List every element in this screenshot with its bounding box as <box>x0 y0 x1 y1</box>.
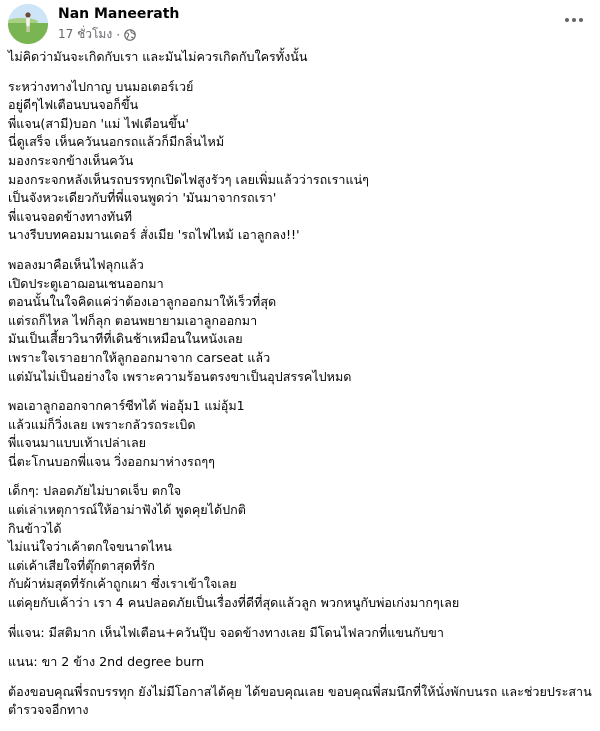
post-body <box>8 48 592 731</box>
post-text-line: ไม่แน่ใจว่าเค้าตกใจขนาดไหน <box>8 539 172 555</box>
post-time[interactable]: 17 ชั่วโมง <box>58 27 113 41</box>
post-text-line: นางรีบบทคอมมานเดอร์ สั่งเมีย 'รถไฟไหม้ เอาลูกลง!!' <box>8 227 300 243</box>
post-text-line: มองกระจกหลังเห็นรถบรรทุกเปิดไฟสูงรัวๆ เลยเพิ่มแล้วว่ารถเราแน่ๆ <box>8 171 369 187</box>
post-text-line: มันเป็นเสี้ยววินาทีที่เดินช้าเหมือนในหนังเลย <box>8 331 243 347</box>
post-paragraph <box>8 256 592 386</box>
post-text-line: ระหว่างทางไปกาญ บนมอเตอร์เวย์ <box>8 78 194 94</box>
more-dot <box>565 18 569 22</box>
more-dot <box>579 18 583 22</box>
post-text-line: กับผ้าห่มสุดที่รักเค้าถูกเผา ซึ่งเราเข้าใจเลย <box>8 576 237 592</box>
post-paragraph <box>8 624 592 643</box>
post-text-line: แต่รถก็ไหล ไฟก็ลุก ตอนพยายามเอาลูกออกมา <box>8 312 258 328</box>
post-text-line: กินข้าวได้ <box>8 520 62 536</box>
post-text-line: ตอนนั้นในใจคิดแค่ว่าต้องเอาลูกออกมาให้เร็วที่สุด <box>8 294 277 310</box>
post-text-line: แต่เค้าเสียใจที่ตุ๊กตาสุดที่รัก <box>8 557 155 573</box>
post-paragraph <box>8 482 592 612</box>
meta-separator: · <box>116 27 121 42</box>
post-text-line: พอเอาลูกออกจากคาร์ซีทได้ พ่ออุ้ม1 แม่อุ้ม1 <box>8 398 245 414</box>
post-text-line: เปิดประตูเอาฌอนเชนออกมา <box>8 275 164 291</box>
post-paragraph <box>8 78 592 245</box>
more-options-icon[interactable] <box>560 10 588 30</box>
post-text-line: เป็นจังหวะเดียวกับที่พี่แจนพูดว่า 'มันมาจากรถเรา' <box>8 190 277 206</box>
post-paragraph <box>8 653 592 672</box>
post-text-line: พี่แจน(สามี)บอก 'แม่ ไฟเตือนขึ้น' <box>8 115 189 131</box>
post-text-line: พอลงมาคือเห็นไฟลุกแล้ว <box>8 256 144 272</box>
globe-icon <box>124 29 136 41</box>
post-text-line: เพราะใจเราอยากให้ลูกออกมาจาก carseat แล้ว <box>8 349 271 365</box>
post-text-line: แต่เล่าเหตุการณ์ให้อาม่าฟังได้ พูดคุยได้ปกติ <box>8 502 246 518</box>
post-text-line: แต่คุยกับเค้าว่า เรา 4 คนปลอดภัยเป็นเรื่องที่ดีที่สุดแล้วลูก พวกหนูกับพ่อเก่งมากๆเลย <box>8 595 460 611</box>
post-text-line: พี่แจนมาแบบเท้าเปล่าเลย <box>8 435 147 451</box>
post-header <box>8 4 592 44</box>
post-text-line: ตำรวจจอีกทาง <box>8 702 89 718</box>
post-text-line: นี่ตะโกนบอกพี่แจน วิ่งออกมาห่างรถๆๆ <box>8 453 215 469</box>
post-paragraph <box>8 397 592 471</box>
post-meta <box>58 25 136 44</box>
post-text-line: แล้วแม่ก็วิ่งเลย เพราะกลัวรถระเบิด <box>8 416 196 432</box>
post-text-line: นี่ดูเสร็จ เห็นควันนอกรถแล้วก็มีกลิ่นไหม้ <box>8 134 225 150</box>
avatar-photo <box>8 4 48 44</box>
avatar[interactable] <box>8 4 48 44</box>
more-dot <box>572 18 576 22</box>
post-text-line: ต้องขอบคุณพี่รถบรรทุก ยังไม่มีโอกาสได้คุย ได้ขอบคุณเลย ขอบคุณพี่สมนึกที่ให้นั่งพักบนรถ และช่วยประสาน <box>8 683 592 699</box>
post-text-line: พี่แจนจอดข้างทางทันที <box>8 208 133 224</box>
post-text-line: แต่มันไม่เป็นอย่างใจ เพราะความร้อนตรงขาเป็นอุปสรรคไปหมด <box>8 368 352 384</box>
post-text-line: แนน: ขา 2 ข้าง 2nd degree burn <box>8 654 205 670</box>
post-text-line: อยู่ดีๆไฟเตือนบนจอก็ขึ้น <box>8 97 139 113</box>
post-text-line: พี่แจน: มีสติมาก เห็นไฟเตือน+ควันปุ๊บ จอดข้างทางเลย มีโดนไฟลวกที่แขนกับขา <box>8 624 444 640</box>
author-name[interactable]: Nan Maneerath <box>58 6 180 22</box>
post-text-line: มองกระจกข้างเห็นควัน <box>8 152 134 168</box>
post-text-line: เด็กๆ: ปลอดภัยไม่บาดเจ็บ ตกใจ <box>8 483 182 499</box>
post-paragraph <box>8 48 592 67</box>
post-text-line: ไม่คิดว่ามันจะเกิดกับเรา และมันไม่ควรเกิดกับใครทั้งนั้น <box>8 49 308 64</box>
post-paragraph <box>8 683 592 720</box>
